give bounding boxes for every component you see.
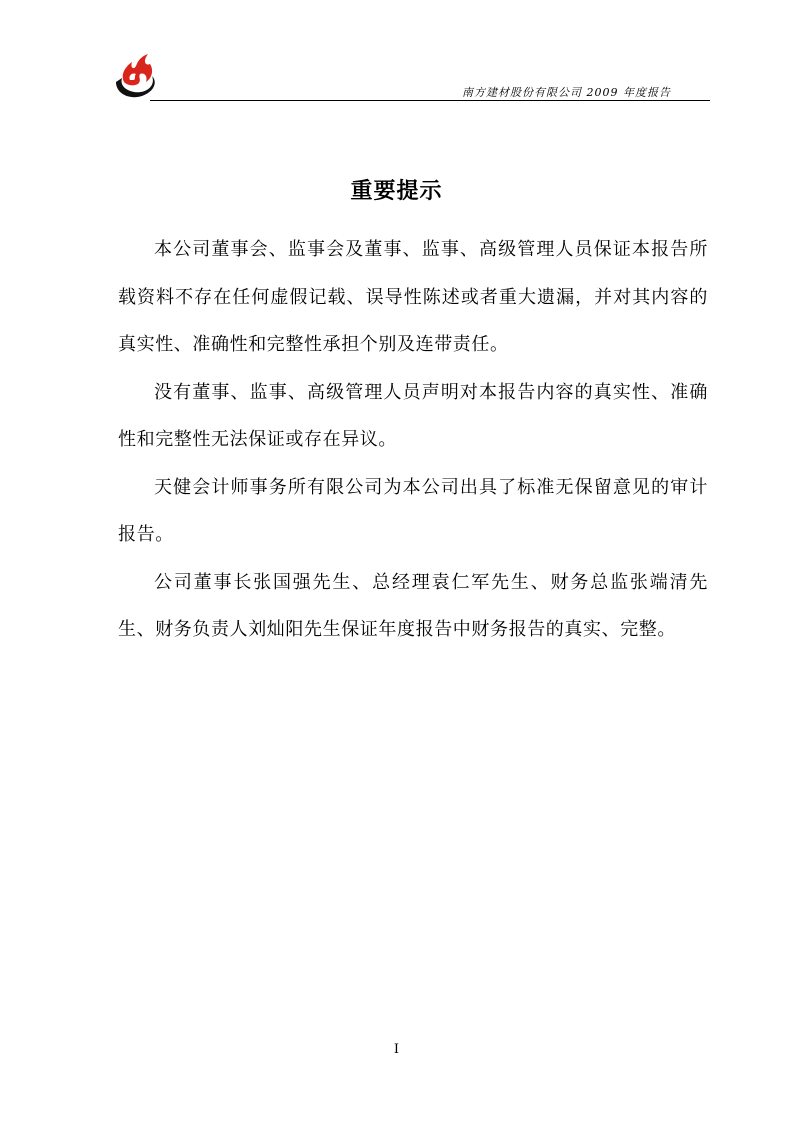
paragraph-no-objection: 没有董事、监事、高级管理人员声明对本报告内容的真实性、准确性和完整性无法保证或存在异议。 (118, 381, 708, 450)
paragraph-officers-guarantee: 公司董事长张国强先生、总经理袁仁军先生、财务总监张端清先生、财务负责人刘灿阳先生保证年度报告中财务报告的真实、完整。 (118, 571, 708, 640)
paragraph-board-guarantee: 本公司董事会、监事会及董事、监事、高级管理人员保证本报告所载资料不存在任何虚假记载、误导性陈述或者重大遗漏，并对其内容的真实性、准确性和完整性承担个别及连带责任。 (118, 239, 708, 355)
header-company-report: 南方建材股份有限公司 2009 年度报告 (462, 86, 671, 99)
page-number: I (393, 1042, 400, 1057)
flame-logo-icon (112, 52, 162, 100)
paragraph-audit-opinion: 天健会计师事务所有限公司为本公司出具了标准无保留意见的审计报告。 (118, 476, 708, 545)
header-divider (150, 100, 710, 101)
page-title: 重要提示 (350, 179, 443, 204)
notice-body (118, 226, 708, 654)
